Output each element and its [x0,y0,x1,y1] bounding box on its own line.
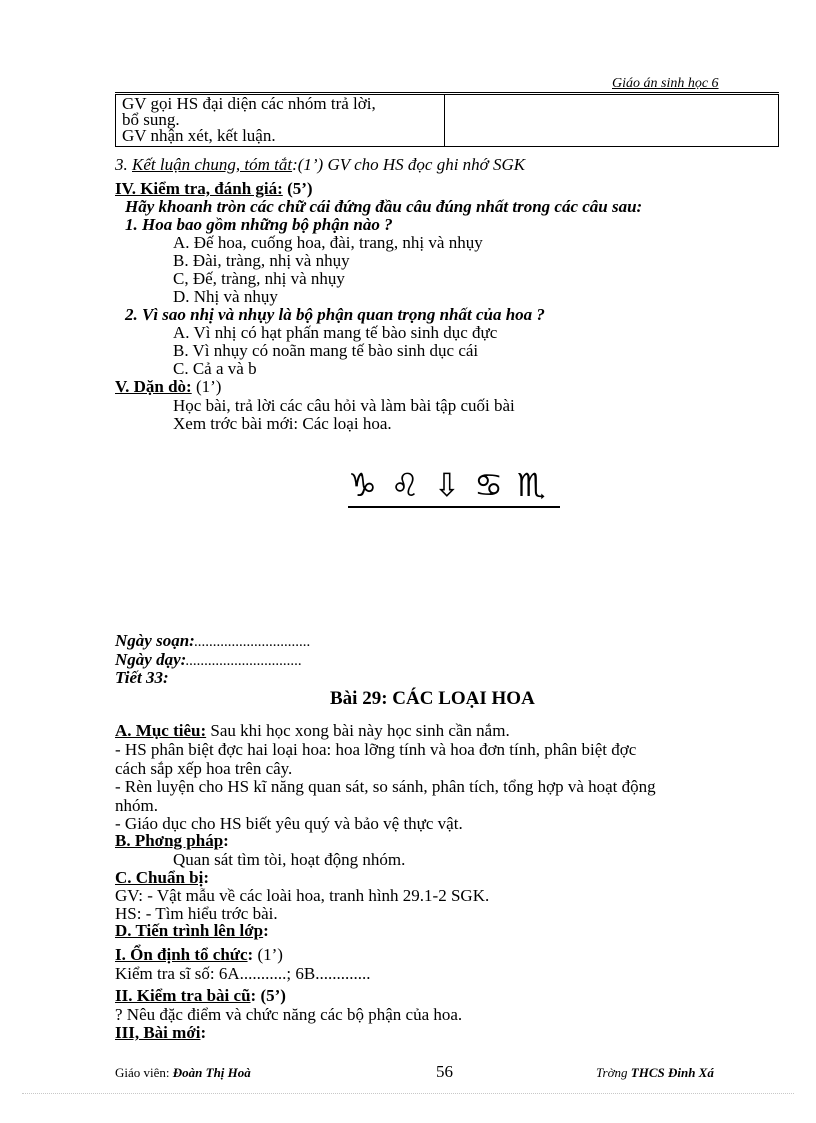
table-line: bổ sung. [122,110,180,129]
q1-option-c: C, Đế, tràng, nhị và nhụy [173,269,345,288]
lesson-title [330,688,535,710]
sectionII-title: II. Kiểm tra bài cũ [115,986,251,1005]
section3-line [115,156,525,174]
sectionD-heading [115,922,269,940]
footer-school-label: Trờng [596,1065,631,1080]
sectionA-intro: Sau khi học xong bài này học sinh cần nắm. [206,721,510,740]
section5-line: Học bài, trả lời các câu hỏi và làm bài tập cuối bài [173,396,515,415]
table-line: GV nhận xét, kết luận. [122,126,276,145]
lesson-title-main: CÁC LOẠI HOA [392,688,535,709]
sectionI-colon: : [247,945,254,964]
section3-title: Kết luận chung, tóm tắt [132,155,293,174]
sectionC-title: C. Chuẩn bị [115,868,204,887]
table-right-cell [445,95,779,147]
q2-option-a: A. Vì nhị có hạt phấn mang tế bào sinh dục đực [173,323,498,342]
section4-instruction: Hãy khoanh tròn các chữ cái đứng đầu câu đúng nhất trong các câu sau: [125,197,643,216]
sectionB-title: B. Phơng pháp [115,831,224,850]
footer-school [596,1065,714,1081]
section4-heading [115,180,313,198]
lesson-title-prefix: Bài 29: [330,688,393,709]
sectionD-title: D. Tiến trình lên lớp [115,921,264,940]
q1-option-a: A. Đế hoa, cuống hoa, đài, trang, nhị và nhụy [173,233,483,252]
sectionII-time: (5’) [256,986,286,1005]
table-line: GV gọi HS đại diện các nhóm trả lời, [122,94,376,113]
footer-teacher-name: Đoàn Thị Hoà [172,1065,251,1080]
date-prepared-label: Ngày soạn: [115,631,195,650]
date-taught-label: Ngày dạy: [115,650,187,669]
section3-number: 3. [115,155,132,174]
date-taught-dots: ............................... [186,656,303,668]
running-header: Giáo án sinh học 6 [612,76,719,91]
page-bottom-rule [22,1093,794,1094]
section5-title: V. Dặn dò: [115,377,192,396]
sectionII-heading [115,987,286,1005]
sectionI-time: (1’) [253,945,283,964]
sectionIII-heading [115,1024,206,1042]
sectionI-heading [115,946,283,964]
sectionA-title: A. Mục tiêu: [115,721,207,740]
sectionA-line: nhóm. [115,796,158,815]
period-label: Tiết 33: [115,668,169,687]
sectionII-line: ? Nêu đặc điểm và chức năng các bộ phận của hoa. [115,1005,463,1024]
ornament-symbols: ♑♌⇩♋♏ [348,466,560,508]
sectionA-line: cách sắp xếp hoa trên cây. [115,759,293,778]
sectionC-line: GV: - Vật mẫu về các loài hoa, tranh hình 29.1-2 SGK. [115,886,490,905]
page-number: 56 [436,1062,453,1081]
footer-teacher [115,1065,251,1081]
section3-rest: :(1’) GV cho HS đọc ghi nhớ SGK [292,155,526,174]
q2-option-c: C. Cả a và b [173,359,257,378]
sectionI-line: Kiểm tra sĩ số: 6A...........; 6B............. [115,964,371,983]
section4-time: (5’) [282,179,313,198]
sectionB-heading [115,832,229,850]
sectionC-heading [115,869,209,887]
sectionA-line: - Rèn luyện cho HS kĩ năng quan sát, so sánh, phân tích, tổng hợp và hoạt động [115,777,656,796]
q2-option-b: B. Vì nhụy có noãn mang tế bào sinh dục cái [173,341,479,360]
sectionII-colon: : [250,986,257,1005]
sectionC-colon: : [203,868,210,887]
header-rule [115,92,779,93]
sectionD-colon: : [263,921,269,940]
footer-teacher-label: Giáo viên: [115,1065,173,1080]
section5-line: Xem trớc bài mới: Các loại hoa. [173,414,392,433]
sectionA-heading [115,722,510,740]
sectionA-line: - HS phân biệt đợc hai loại hoa: hoa lỡng tính và hoa đơn tính, phân biệt đợc [115,740,637,759]
section5-heading [115,378,221,396]
sectionB-line: Quan sát tìm tòi, hoạt động nhóm. [173,850,406,869]
table-left-cell [116,95,445,147]
q1-option-d: D. Nhị và nhụy [173,287,278,306]
q1-option-b: B. Đài, tràng, nhị và nhụy [173,251,350,270]
sectionIII-title: III, Bài mới [115,1023,201,1042]
sectionC-line: HS: - Tìm hiểu trớc bài. [115,904,278,923]
question-2: 2. Vì sao nhị và nhụy là bộ phận quan trọng nhất của hoa ? [125,305,545,324]
sectionB-colon: : [223,831,229,850]
sectionI-title: I. Ổn định tổ chức [115,945,248,964]
section4-title: IV. Kiểm tra, đánh giá: [115,179,283,198]
footer-school-name: THCS Đinh Xá [630,1065,714,1080]
question-1: 1. Hoa bao gồm những bộ phận nào ? [125,215,393,234]
date-prepared-dots: ............................... [194,637,312,649]
sectionA-line: - Giáo dục cho HS biết yêu quý và bảo vệ thực vật. [115,814,463,833]
sectionIII-colon: : [200,1023,207,1042]
section5-time: (1’) [191,377,222,396]
activity-table [115,94,779,147]
date-prepared [115,632,311,652]
